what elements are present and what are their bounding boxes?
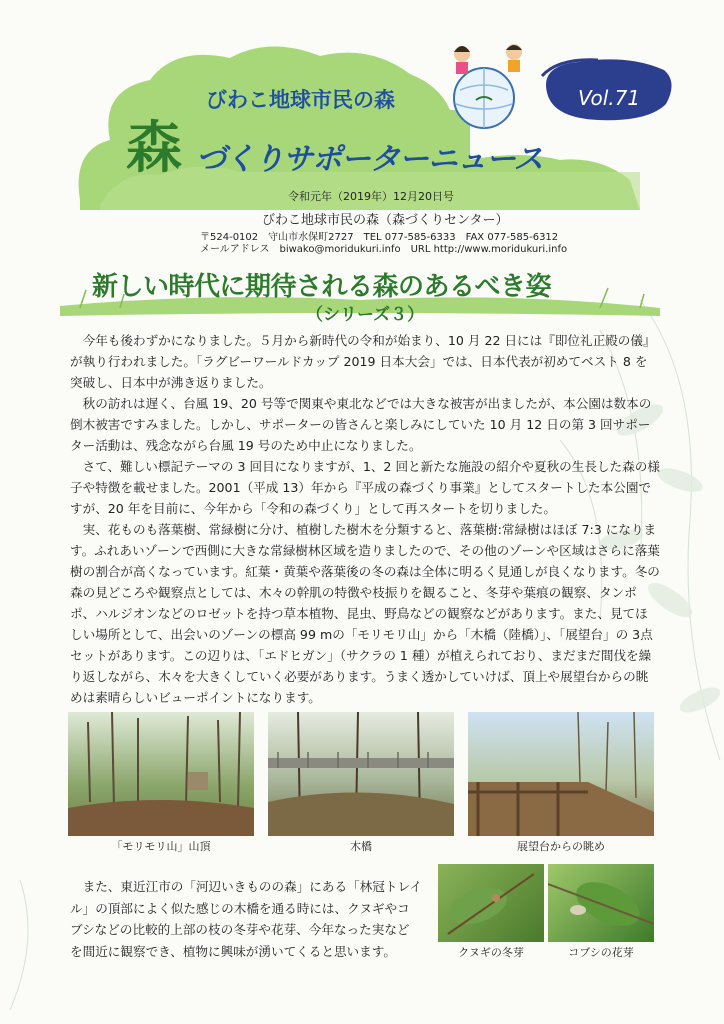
photo-observatory-view-image: [468, 712, 654, 836]
headline-series: （シリーズ３）: [306, 305, 425, 325]
photo-morimori-summit-image: [68, 712, 254, 836]
globe-kids-illustration: [440, 40, 530, 130]
photo-observatory-view: [468, 712, 654, 836]
paragraph: また、東近江市の「河辺いきものの森」にある「林冠トレイル」の頂部によく似た感じの木橋を通る時には、クヌギやコブシなどの比較的上部の枝の冬芽や花芽、今年なった実などを間近に観察でき、植物に興味が湧いてくると思います。: [70, 879, 422, 959]
volume-number: Vol.71: [578, 86, 641, 110]
paragraph: 秋の訪れは遅く、台風 19、20 号等で関東や東北などでは大きな被害が出ましたが、本公園は数本の倒木被害ですみました。しかし、サポーターの皆さんと楽しみにしていた 10 月 12 日の第 3 回サポーター活動は、残念ながら台風 19 号のため中止になりました。: [70, 396, 652, 453]
photo-caption: 「モリモリ山」山頂: [111, 840, 211, 853]
photo-wooden-bridge-image: [268, 712, 454, 836]
article-body: [70, 330, 660, 708]
paragraph: さて、難しい標記テーマの 3 回目になりますが、1、2 回と新たな施設の紹介や夏秋の生長した森の様子や特徴を載せました。2001（平成 13）年から『平成の森づくり事業』としてスタートした本公園ですが、20 年を目前に、今年から「令和の森づくり」として再スタートを切りました。: [70, 459, 660, 516]
issue-date: 令和元年（2019年）12月20日号: [288, 190, 454, 203]
photo-kobushi-buds-image: [548, 864, 654, 942]
headline-title: 新しい時代に期待される森のあるべき姿: [92, 272, 552, 302]
photo-kobushi-buds: [548, 864, 654, 942]
masthead-kanji: 森: [126, 116, 180, 181]
masthead-subname: びわこ地球市民の森: [206, 88, 395, 112]
photo-caption: 展望台からの眺め: [517, 840, 605, 853]
paragraph: 実、花ものも落葉樹、常緑樹に分け、植樹した樹木を分類すると、落葉樹:常緑樹はほぼ 7:3 になります。ふれあいゾーンで西側に大きな常緑樹林区域を造りましたので、その他のゾーンや区域はさらに落葉樹の割合が高くなっています。紅葉・黄葉や落葉後の冬の森は全体に明るく見通しが良くなります。冬の森の見どころや観察点としては、木々の幹肌の特徴や枝振りを観ること、冬芽や葉痕の観察、タンポポ、ハルジオンなどのロゼットを持つ草本植物、昆虫、野鳥などの観察などがあります。また、見てほしい場所として、出会いのゾーンの標高 99 mの「モリモリ山」から「木橋（陸橋）」、「展望台」の 3点セットがあります。この辺りは、「エドヒガン」（サクラの 1 種）が植えられており、まだまだ間伐を繰り返しながら、木々を大きくしていく必要があります。うまく透かしていけば、頂上や展望台からの眺めは素晴らしいビューポイントになります。: [70, 522, 660, 705]
photo-caption: クヌギの冬芽: [458, 946, 524, 959]
photo-caption: コブシの花芽: [568, 946, 634, 959]
photo-morimori-summit: [68, 712, 254, 836]
publisher-address: 〒524-0102 守山市水保町2727 TEL 077-585-6333 FAX 077-585-6312: [200, 232, 559, 243]
publisher-mail: メールアドレス biwako@moridukuri.info URL http://www.moridukuri.info: [200, 244, 568, 255]
photo-kunugi-buds-image: [438, 864, 544, 942]
photo-wooden-bridge: [268, 712, 454, 836]
article-bottom: [70, 876, 422, 962]
publisher-org: びわこ地球市民の森（森づくりセンター）: [262, 213, 509, 228]
photo-kunugi-buds: [438, 864, 544, 942]
masthead-title: づくりサポーターニュース: [196, 142, 543, 177]
photo-caption: 木橋: [350, 840, 372, 853]
paragraph: 今年も後わずかになりました。５月から新時代の令和が始まり、10 月 22 日には『即位礼正殿の儀』が執り行われました。「ラグビーワールドカップ 2019 日本大会」では、日本代表が初めてベスト 8 を突破し、日本中が沸き返りました。: [70, 333, 656, 390]
